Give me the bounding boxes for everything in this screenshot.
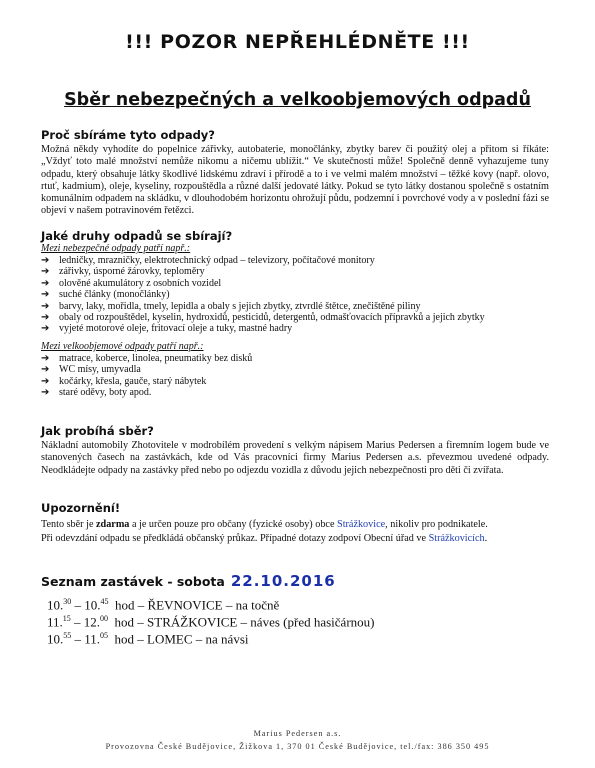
list-item: ➔ kočárky, křesla, gauče, starý nábytek — [41, 375, 207, 387]
notice-section — [41, 501, 549, 546]
stop-row: 10.55 – 11.05 hod – LOMEC – na návsi — [47, 631, 249, 647]
stop-row: 11.15 – 12.00 hod – STRÁŽKOVICE – náves (před hasičárnou) — [47, 614, 375, 630]
notice-line-2: Při odevzdání odpadu se předkládá občanský průkaz. Případné dotazy zodpoví Obecní úřad ve Strážkovicích. — [41, 533, 488, 544]
arrow-right-icon: ➔ — [41, 323, 50, 335]
hazardous-list — [41, 255, 549, 335]
arrow-right-icon: ➔ — [41, 289, 50, 301]
how-text: Nákladní automobily Zhotovitele v modrobílém provedení s velkým nápisem Marius Pedersen a firemním logem bude ve stanovených časech na zastávkách, kde od Vás pracovníci firmy Marius Pedersen a.s. převezmou uvedené odpady. Neodkládejte odpady na zastávky před nebo po odjezdu vozidla z důvodu jejich nebezpečnosti pro děti či zvířata. — [41, 440, 549, 476]
kinds-section — [41, 229, 549, 398]
why-text: Možná někdy vyhodíte do popelnice zářivky, autobaterie, monočlánky, zbytky barev či použitý olej a přitom si říkáte: „Vždyť toto malé množství nemůže nikomu a ničemu ublížit.“ Ve skutečnosti může! Společně denně vyhazujeme tuny odpadu, který obsahuje látky škodlivé lidskému zdraví i přírodě a to i ve velmi malém množství – těžké kovy (např. olovo, rtuť, kadmium), oleje, kyseliny, rozpouštědla a různé další jedovaté látky. Pokud se tyto látky dostanou společně s ostatním komunálním odpadem na skládku, v dlouhodobém horizontu ohrožují půdu, podzemní i povrchové vody a v poslední fázi se objeví v našem potravinovém řetězci. — [41, 144, 549, 217]
arrow-right-icon: ➔ — [41, 387, 50, 399]
stops-date: 22.10.2016 — [230, 572, 336, 590]
stop-row: 10.30 – 10.45 hod – ŘEVNOVICE – na točně — [47, 597, 280, 613]
bulky-label: Mezi velkoobjemové odpady patří např.: — [41, 340, 204, 352]
list-item: ➔ suché články (monočlánky) — [41, 289, 170, 301]
footer-company: Marius Pedersen a.s. — [253, 729, 342, 738]
why-heading: Proč sbíráme tyto odpady? — [41, 128, 215, 142]
how-section — [41, 424, 549, 477]
warning-title: !!! POZOR NEPŘEHLÉDNĚTE !!! — [125, 31, 470, 53]
arrow-right-icon: ➔ — [41, 364, 50, 376]
arrow-right-icon: ➔ — [41, 255, 50, 266]
how-heading: Jak probíhá sběr? — [41, 424, 154, 438]
notice-heading: Upozornění! — [41, 501, 121, 515]
list-item: ➔ staré oděvy, boty apod. — [41, 387, 152, 399]
notice-line-1: Tento sběr je zdarma a je určen pouze pro občany (fyzické osoby) obce Strážkovice, nikoliv pro podnikatele. — [41, 519, 488, 530]
stops-heading: Seznam zastávek - sobota 22.10.2016 — [41, 572, 336, 590]
why-section — [41, 128, 549, 218]
list-item: ➔ matrace, koberce, linolea, pneumatiky bez disků — [41, 352, 253, 364]
arrow-right-icon: ➔ — [41, 266, 50, 278]
arrow-right-icon: ➔ — [41, 312, 50, 324]
arrow-right-icon: ➔ — [41, 375, 50, 387]
list-item: ➔ zářivky, úsporné žárovky, teploměry — [41, 266, 205, 278]
main-title: Sběr nebezpečných a velkoobjemových odpadů — [64, 90, 531, 110]
hazardous-label: Mezi nebezpečné odpady patří např.: — [41, 243, 191, 254]
arrow-right-icon: ➔ — [41, 277, 50, 289]
footer-address: Provozovna České Budějovice, Žižkova 1, 370 01 České Budějovice, tel./fax: 386 350 495 — [105, 742, 490, 751]
list-item: ➔ ledničky, mrazničky, elektrotechnický odpad – televizory, počítačové monitory — [41, 255, 375, 266]
list-item: ➔ WC mísy, umyvadla — [41, 364, 141, 376]
arrow-right-icon: ➔ — [41, 300, 50, 312]
arrow-right-icon: ➔ — [41, 352, 50, 364]
list-item: ➔ vyjeté motorové oleje, fritovací oleje a tuky, mastné hadry — [41, 323, 293, 335]
list-item: ➔ barvy, laky, mořidla, tmely, lepidla a obaly s jejich zbytky, ztvrdlé štětce, znečištěné piliny — [41, 300, 421, 312]
list-item: ➔ obaly od rozpouštědel, kyselin, hydroxidů, pesticidů, detergentů, odmašťovacích přípravků a jejich zbytky — [41, 312, 485, 324]
kinds-heading: Jaké druhy odpadů se sbírají? — [41, 229, 233, 243]
list-item: ➔ olověné akumulátory z osobních vozidel — [41, 277, 222, 289]
bulky-list — [41, 353, 549, 399]
